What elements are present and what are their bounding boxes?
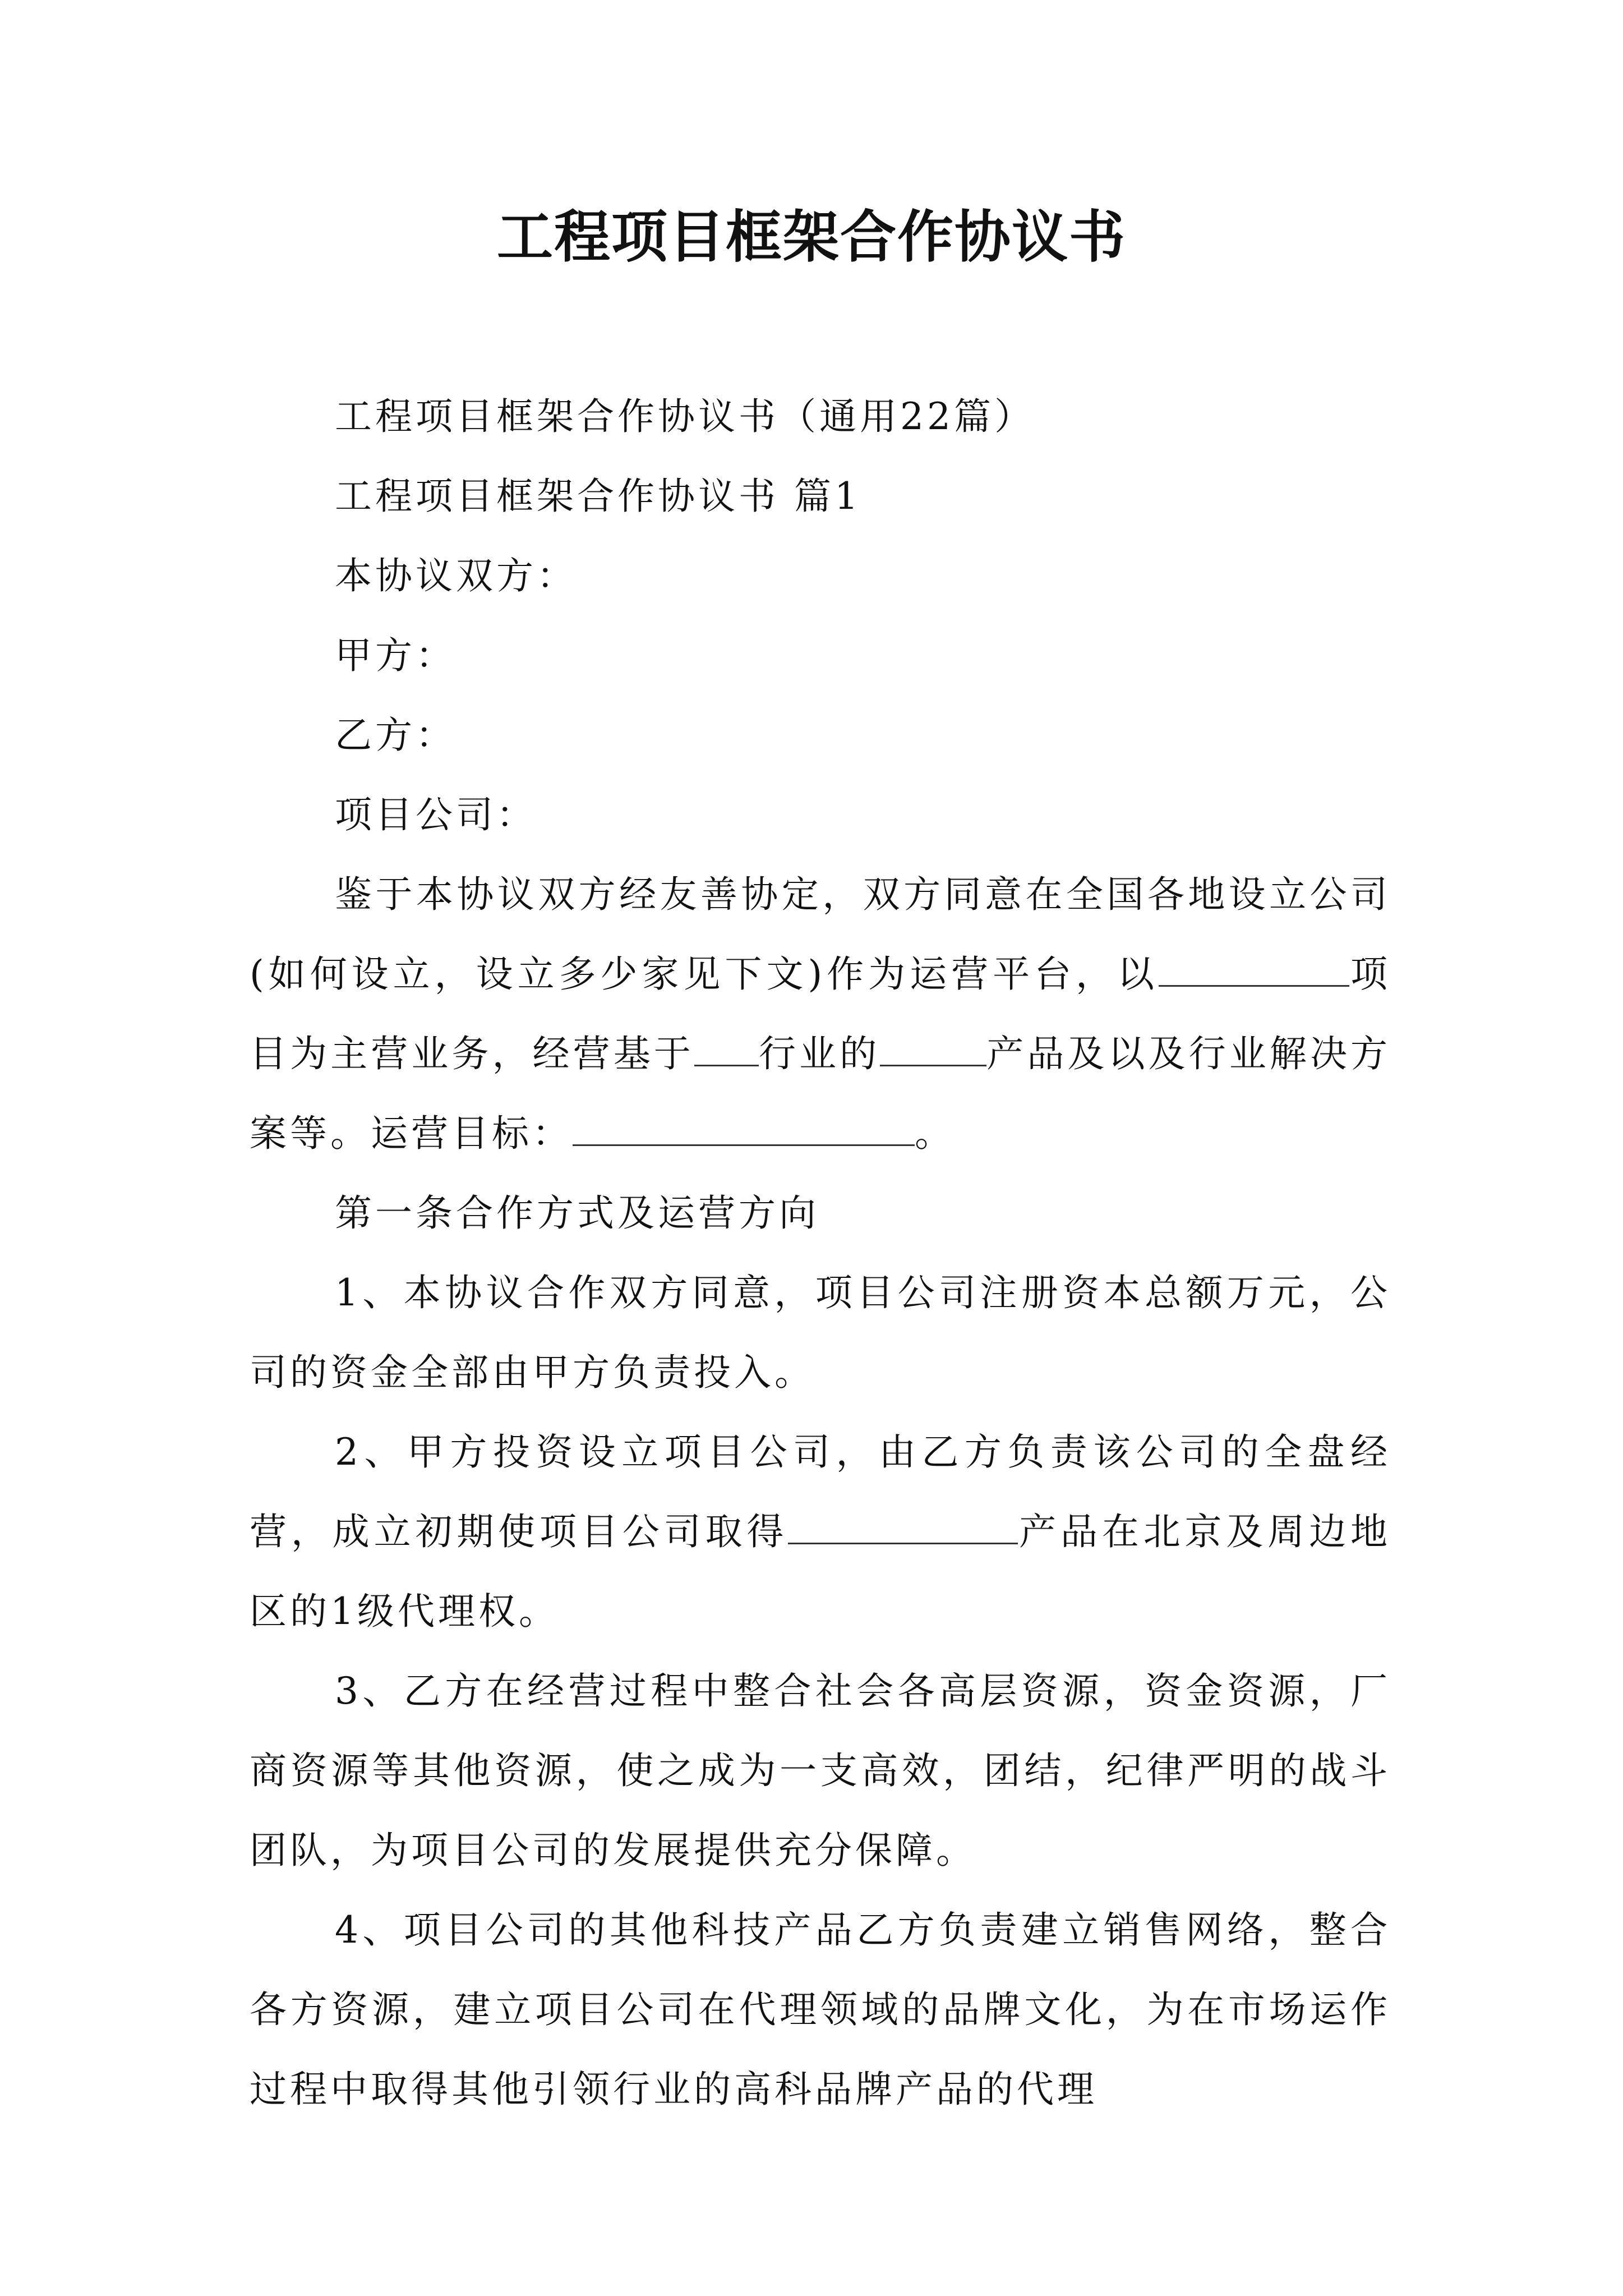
- clause-2-text-2: 产品在北京及周边地区的1级代理权。: [250, 1510, 1391, 1633]
- fill-in-blank: [694, 1032, 759, 1066]
- preamble-text-2: 项目为主营业务，经营基于: [250, 953, 1391, 1075]
- clause-2: [250, 1412, 1391, 1651]
- preamble-text-1: 鉴于本协议双方经友善协定，双方同意在全国各地设立公司(如何设立，设立多少家见下文)作为运营平台，以: [250, 873, 1391, 996]
- fill-in-blank: [880, 1032, 986, 1066]
- subtitle: 工程项目框架合作协议书（通用22篇）: [335, 395, 1035, 438]
- preamble-text-3: 行业的: [758, 1032, 880, 1075]
- article-heading: 工程项目框架合作协议书 篇1: [335, 475, 861, 518]
- preamble-text-5: 。: [915, 1112, 955, 1155]
- preamble-text-4: 产品及以及行业解决方案等。运营目标：: [250, 1032, 1391, 1155]
- clause-2-text-1: 2、甲方投资设立项目公司，由乙方负责该公司的全盘经营，成立初期使项目公司取得: [250, 1430, 1391, 1553]
- fill-in-blank: [1159, 953, 1349, 987]
- section-1-heading: 第一条合作方式及运营方向: [335, 1191, 819, 1235]
- fill-in-blank: [788, 1510, 1018, 1544]
- document-body: [250, 377, 1391, 2129]
- document-title: 工程项目框架合作协议书: [497, 204, 1126, 270]
- preamble-paragraph: [250, 855, 1391, 1174]
- clause-1: 1、本协议合作双方同意，项目公司注册资本总额万元，公司的资金全部由甲方负责投入。: [250, 1271, 1391, 1394]
- clause-3: 3、乙方在经营过程中整合社会各高层资源，资金资源，厂商资源等其他资源，使之成为一支高效，团结，纪律严明的战斗团队，为项目公司的发展提供充分保障。: [250, 1669, 1391, 1872]
- fill-in-blank: [573, 1112, 915, 1146]
- clause-4: 4、项目公司的其他科技产品乙方负责建立销售网络，整合各方资源，建立项目公司在代理领域的品牌文化，为在市场运作过程中取得其他引领行业的高科品牌产品的代理: [250, 1908, 1391, 2111]
- party-b-line: 乙方：: [335, 714, 456, 757]
- parties-intro: 本协议双方：: [335, 554, 577, 597]
- project-company-line: 项目公司：: [335, 793, 537, 836]
- party-a-line: 甲方：: [335, 634, 456, 677]
